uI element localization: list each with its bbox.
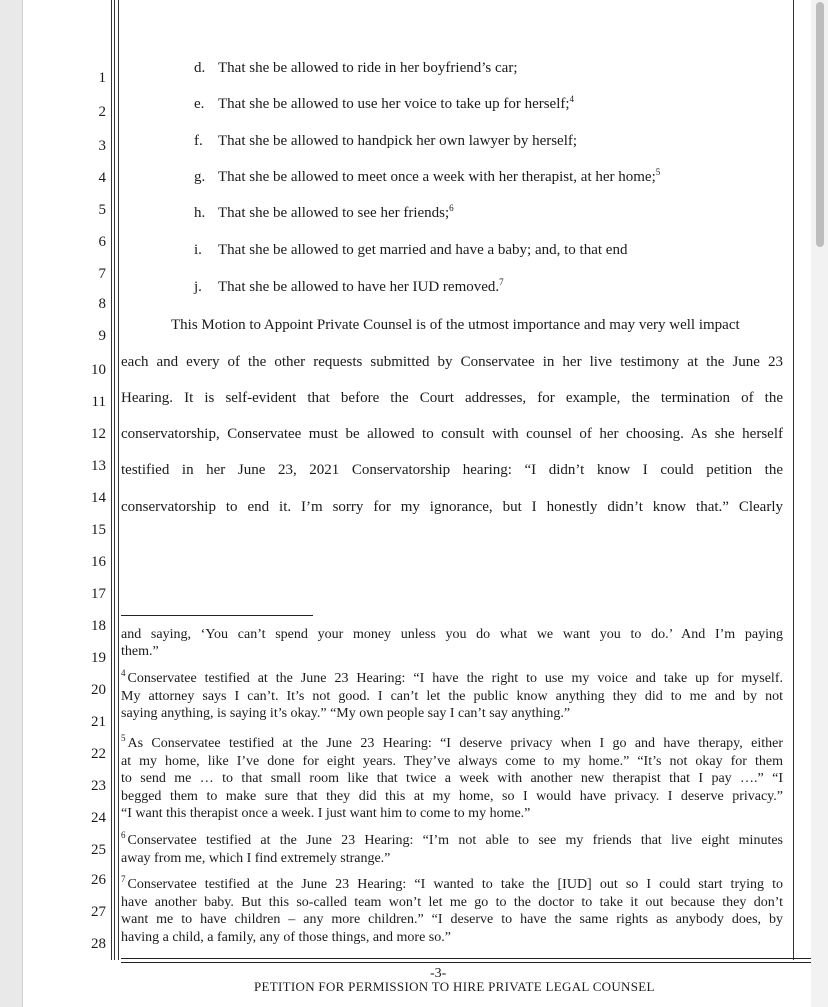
paragraph-line: This Motion to Appoint Private Counsel is of the utmost importance and may very well impact (171, 317, 740, 333)
footnote-line (121, 670, 783, 687)
line-number: 4 (98, 170, 106, 186)
line-number: 6 (98, 234, 106, 250)
footnote-number: 7 (121, 874, 126, 885)
list-item-text: That she be allowed to handpick her own lawyer by herself; (218, 133, 578, 149)
footnote-text: and saying, ‘You can’t spend your money unless you do what we want you to do.’ And I’m paying (121, 627, 783, 642)
footnote-text: As Conservatee testified at the June 23 Hearing: “I deserve privacy when I go and have therapy, either (127, 736, 783, 751)
left-scroll-strip (0, 0, 23, 1007)
footnote-text: want me to have children – any more children.” “I deserve to have the same rights as anybody does, by (121, 912, 783, 927)
footnote-ref[interactable]: 5 (655, 167, 661, 177)
list-item-letter: j. (194, 279, 202, 295)
footnote-text: away from me, which I find extremely strange.” (121, 851, 391, 866)
list-item-letter: h. (194, 205, 206, 221)
footnote-text: saying anything, is saying it’s okay.” “My own people say I can’t say anything.” (121, 706, 571, 721)
list-item-letter: f. (194, 133, 203, 149)
line-number: 26 (91, 872, 106, 888)
footnote-text: Conservatee testified at the June 23 Hearing: “I’m not able to see my friends that live eight minutes (127, 833, 783, 848)
line-number: 23 (91, 778, 106, 794)
list-item-text: That she be allowed to see her friends; (218, 205, 450, 221)
margin-rule-left-inner (114, 0, 115, 960)
footnote-text: Conservatee testified at the June 23 Hearing: “I wanted to take the [IUD] out so I could start trying to (127, 877, 783, 892)
line-number: 22 (91, 746, 106, 762)
footnote-text: them.” (121, 644, 159, 659)
list-item-text: That she be allowed to ride in her boyfriend’s car; (218, 60, 518, 76)
line-number: 10 (91, 362, 106, 378)
line-number: 16 (91, 554, 106, 570)
footnote-line (121, 788, 783, 805)
footnote-text: at my home, like I’ve done for eight years. They’ve always come to my home.” “It’s not okay for them (121, 754, 783, 769)
line-number: 1 (98, 70, 106, 86)
footnote-text: begged them to make sure that they did this at my home, so I would have privacy. I deserve privacy.” (121, 789, 783, 804)
line-number: 24 (91, 810, 106, 826)
list-item-text: That she be allowed to get married and have a baby; and, to that end (218, 242, 628, 258)
footnote-line (121, 735, 783, 752)
list-item-letter: g. (194, 169, 206, 185)
line-number: 5 (98, 202, 106, 218)
request-list-item (194, 131, 577, 151)
request-list-item (194, 203, 454, 223)
footnote-number: 4 (121, 668, 126, 679)
page-number: -3- (430, 966, 447, 981)
paragraph-line: Hearing. It is self-evident that before the Court addresses, for example, the termination of the (121, 390, 783, 406)
paragraph-line: conservatorship, Conservatee must be allowed to consult with counsel of her choosing. As she herself (121, 426, 783, 442)
margin-rule-left-third (118, 0, 119, 960)
footnote-ref[interactable]: 4 (569, 94, 575, 104)
request-list-item (194, 277, 504, 297)
footnote-line (121, 643, 159, 660)
line-number: 15 (91, 522, 106, 538)
footnote-line (121, 876, 783, 893)
list-item-letter: e. (194, 96, 205, 112)
line-number: 2 (98, 104, 106, 120)
paragraph-line: each and every of the other requests submitted by Conservatee in her live testimony at the June 23 (121, 354, 783, 370)
request-list-item (194, 58, 517, 78)
footer-rule-top (121, 958, 811, 959)
footnote-line (121, 753, 783, 770)
line-number: 17 (91, 586, 106, 602)
line-number: 18 (91, 618, 106, 634)
footnote-separator (121, 615, 313, 616)
paragraph-line: testified in her June 23, 2021 Conservatorship hearing: “I didn’t know I could petition the (121, 462, 783, 478)
footnote-number: 5 (121, 733, 126, 744)
footnote-ref[interactable]: 7 (499, 277, 504, 287)
footnote-text: Conservatee testified at the June 23 Hearing: “I have the right to use my voice and take up for myself. (127, 671, 783, 686)
footer-rule-bottom (121, 962, 811, 963)
request-list-item (194, 94, 574, 114)
footnote-line (121, 626, 783, 643)
footnote-ref[interactable]: 6 (449, 203, 454, 213)
footnote-line (121, 705, 570, 722)
margin-rule-right (793, 0, 794, 960)
footnote-text: My attorney says I can’t. It’s not good. I can’t let the public know anything they did to me and by not (121, 689, 783, 704)
footnote-text: having a child, a family, any of those things, and more so.” (121, 930, 451, 945)
line-number: 14 (91, 490, 106, 506)
list-item-text: That she be allowed to meet once a week with her therapist, at her home; (218, 169, 656, 185)
footnote-line (121, 894, 783, 911)
footnote-line (121, 832, 783, 849)
line-number: 27 (91, 904, 106, 920)
footnote-line (121, 805, 530, 822)
request-list-item (194, 240, 627, 260)
line-number: 8 (98, 296, 106, 312)
paragraph-line: conservatorship to end it. I’m sorry for my ignorance, but I honestly didn’t know that.” Clearly (121, 499, 783, 515)
line-number: 7 (98, 266, 106, 282)
footnote-line (121, 929, 451, 946)
footnote-line (121, 850, 390, 867)
footnote-text: to send me … to that small room like that twice a week with another new therapist that I pay ….” “I (121, 771, 783, 786)
list-item-letter: i. (194, 242, 202, 258)
footnote-line (121, 770, 783, 787)
line-number: 12 (91, 426, 106, 442)
list-item-text: That she be allowed to use her voice to take up for herself; (218, 96, 570, 112)
request-list-item (194, 167, 660, 187)
line-number: 9 (98, 328, 106, 344)
footnote-line (121, 688, 783, 705)
scrollbar-thumb[interactable] (816, 2, 824, 247)
line-number: 13 (91, 458, 106, 474)
line-number: 11 (91, 394, 106, 410)
list-item-letter: d. (194, 60, 206, 76)
footnote-line (121, 911, 783, 928)
line-number: 21 (91, 714, 106, 730)
margin-rule-left-outer (111, 0, 112, 960)
footnote-text: “I want this therapist once a week. I just want him to come to my home.” (121, 806, 531, 821)
footnote-number: 6 (121, 830, 126, 841)
list-item-text: That she be allowed to have her IUD removed. (218, 279, 500, 295)
footnote-text: have another baby. But this so-called team won’t let me go to the doctor to take it out because they don’t (121, 895, 783, 910)
line-number: 28 (91, 936, 106, 952)
line-number: 25 (91, 842, 106, 858)
line-number: 3 (98, 138, 106, 154)
footer-title: PETITION FOR PERMISSION TO HIRE PRIVATE LEGAL COUNSEL (254, 979, 655, 994)
line-number: 20 (91, 682, 106, 698)
line-number: 19 (91, 650, 106, 666)
